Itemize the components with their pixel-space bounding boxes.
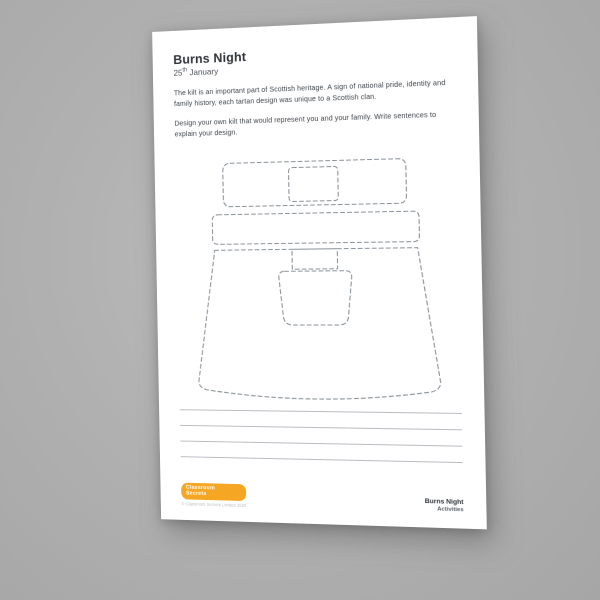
- brand-logo-block: [181, 482, 246, 508]
- kilt-drawing-area[interactable]: [175, 140, 462, 408]
- footer-title: Burns Night: [424, 497, 464, 506]
- writing-line[interactable]: [180, 440, 462, 446]
- page-title: Burns Night: [173, 49, 247, 68]
- copyright-text: © Classroom Secrets Limited 2020: [181, 501, 247, 509]
- page-footer: [181, 482, 464, 514]
- footer-right: [425, 497, 464, 514]
- subtitle-month: January: [187, 66, 219, 78]
- subtitle-day: 25: [173, 67, 183, 78]
- writing-line[interactable]: [180, 409, 462, 414]
- writing-lines[interactable]: [180, 409, 463, 463]
- page-content: [152, 16, 487, 529]
- kilt-outline-icon: [175, 140, 462, 408]
- worksheet-page: [152, 16, 487, 529]
- task-paragraph: Design your own kilt that would represent you and your family. Write sentences to explain your design.: [174, 110, 437, 139]
- writing-line[interactable]: [181, 456, 463, 463]
- classroom-secrets-logo: Classroom Secrets: [181, 482, 246, 501]
- intro-paragraph: The kilt is an important part of Scottish heritage. A sign of national pride, identity and family history, each tartan design was unique to a Scottish clan.: [173, 77, 446, 109]
- subtitle-ordinal: th: [182, 67, 188, 74]
- footer-subtitle: Activities: [437, 506, 464, 514]
- writing-line[interactable]: [180, 425, 462, 430]
